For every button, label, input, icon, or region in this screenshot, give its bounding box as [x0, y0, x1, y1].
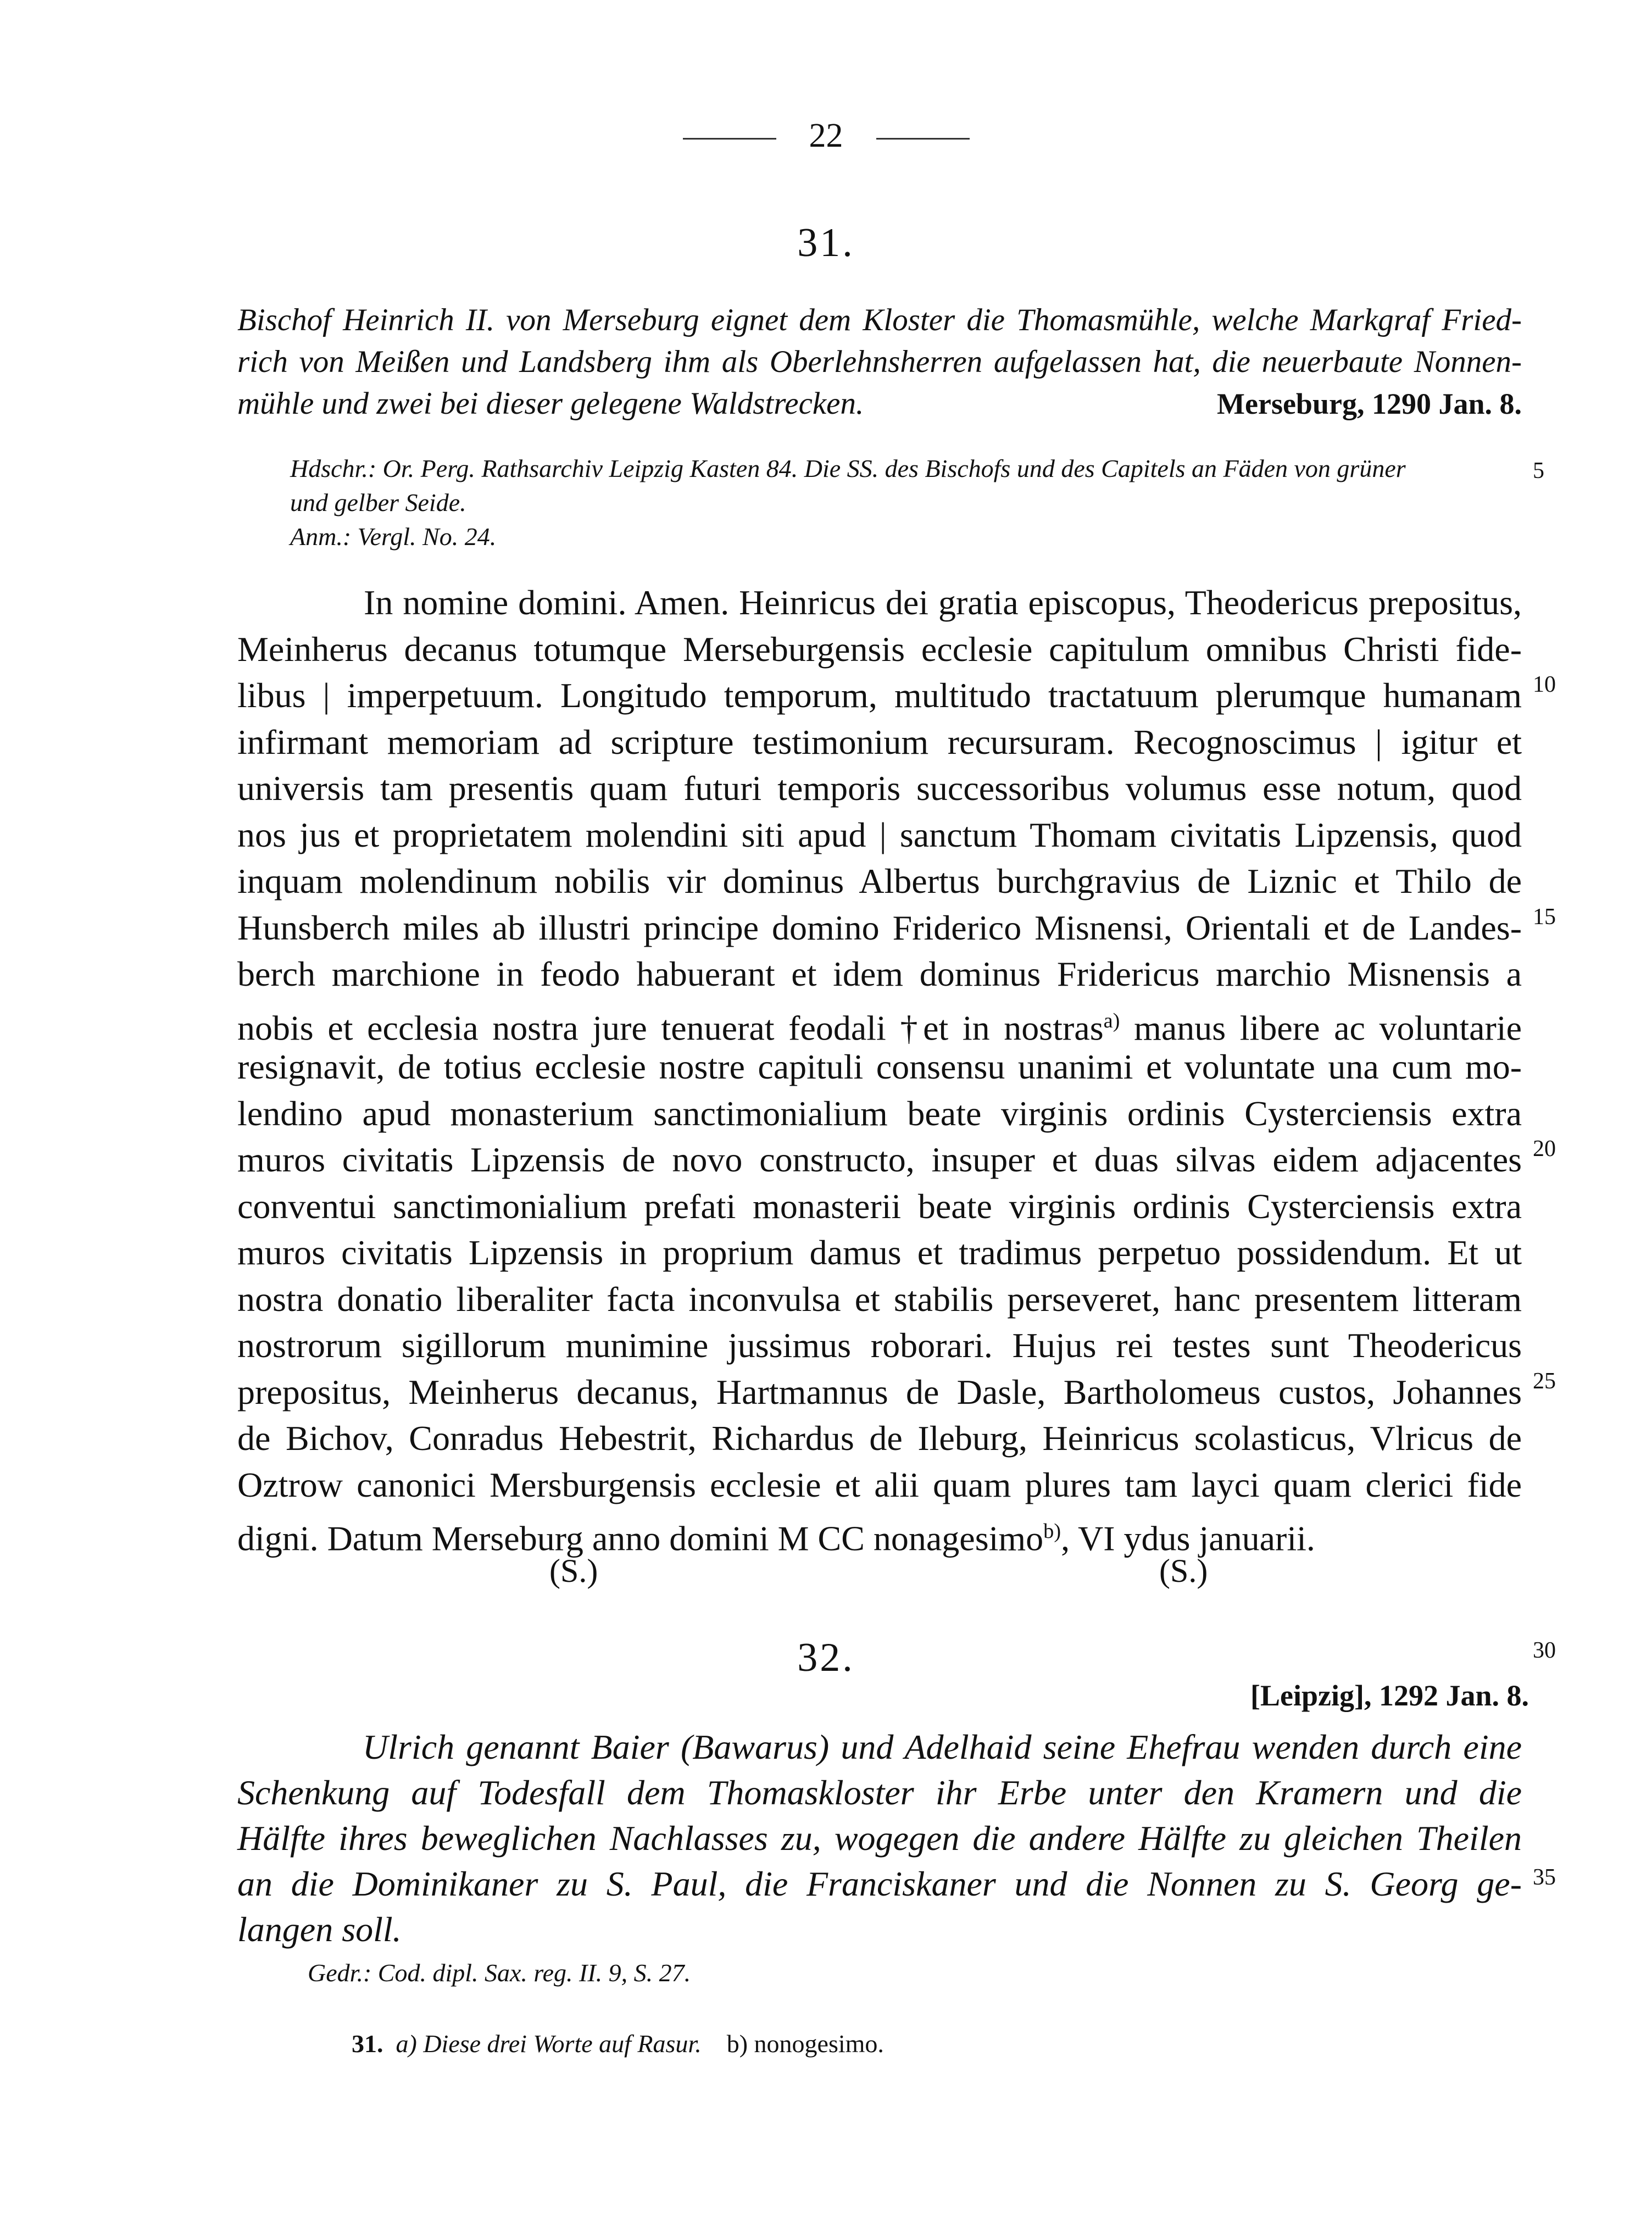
header-rule-left: [683, 138, 776, 140]
regest-line: rich von Meißen und Landsberg ihm als Oberlehnsherren aufgelassen hat, die neuerbaute Nonnen-: [237, 344, 1522, 379]
header-rule-right: [876, 138, 970, 140]
entry-31-notes: [290, 452, 1554, 554]
text-line: resignavit, de totius ecclesie nostre capituli consensu unanimi et voluntate una cum mo-: [237, 1047, 1522, 1086]
footnote-ref: 31.: [352, 2030, 383, 2058]
text-line: berch marchione in feodo habuerant et idem dominus Fridericus marchio Misnensis a: [237, 954, 1522, 993]
text-line: Hunsberch miles ab illustri principe domino Friderico Misnensi, Orientali et de Landes-: [237, 908, 1522, 947]
page-header: [0, 116, 1652, 155]
line-number: 15: [1533, 904, 1556, 930]
text-line: de Bichov, Conradus Hebestrit, Richardus de Ileburg, Heinricus scolasticus, Vlricus de: [237, 1419, 1522, 1458]
text-line: Oztrow canonici Mersburgensis ecclesie et alii quam plures tam layci quam clerici fide: [237, 1465, 1522, 1504]
text-line: inquam molendinum nobilis vir dominus Albertus burchgravius de Liznic et Thilo de: [237, 862, 1522, 901]
text-segment: nobis et ecclesia nostra jure tenuerat feodali †et in nostras: [237, 1008, 1104, 1047]
line-number: 25: [1533, 1369, 1556, 1394]
line-number: 10: [1533, 672, 1556, 697]
text-line-with-footnote-a: [237, 998, 1522, 1047]
text-line: lendino apud monasterium sanctimonialium beate virginis ordinis Cysterciensis extra: [237, 1093, 1522, 1133]
entry-31-text: [237, 580, 1522, 1558]
page-number: 22: [809, 117, 843, 154]
entry-32-notes: [308, 1956, 1571, 1990]
footnote-b: b) nonogesimo.: [726, 2030, 884, 2058]
note-line: Anm.: Vergl. No. 24.: [290, 523, 497, 551]
footnote-a-marker: a): [1103, 1009, 1120, 1032]
text-line: muros civitatis Lipzensis de novo constructo, insuper et duas silvas eidem adjacentes: [237, 1140, 1522, 1179]
line-number: 20: [1533, 1136, 1556, 1162]
line-number: 5: [1533, 458, 1544, 484]
text-segment: , VI ydus januarii.: [1061, 1519, 1315, 1558]
text-line: In nomine domini. Amen. Heinricus dei gratia episcopus, Theodericus prepositus,: [364, 583, 1522, 622]
text-line: nostra donatio liberaliter facta inconvulsa et stabilis perseveret, hanc presentem litteram: [237, 1279, 1522, 1319]
seal-right: (S.): [1159, 1553, 1208, 1589]
text-line: nostrorum sigillorum munimine jussimus roborari. Hujus rei testes sunt Theodericus: [237, 1326, 1522, 1365]
line-number: 35: [1533, 1865, 1556, 1890]
footnote-a: a) Diese drei Worte auf Rasur.: [396, 2030, 702, 2058]
text-line: universis tam presentis quam futuri temporis successoribus volumus esse notum, quod: [237, 769, 1522, 808]
entry-31-regest: [237, 299, 1522, 425]
text-line: infirmant memoriam ad scripture testimonium recursuram. Recognoscimus | igitur et: [237, 722, 1522, 762]
regest-line-with-dateline: [237, 383, 1522, 425]
regest-line: Ulrich genannt Baier (Bawarus) und Adelhaid seine Ehefrau wenden durch eine: [363, 1727, 1522, 1766]
regest-line: mühle und zwei bei dieser gelegene Waldstrecken.: [237, 386, 864, 421]
note-line: und gelber Seide.: [290, 488, 466, 516]
regest-line: Schenkung auf Todesfall dem Thomaskloster ihr Erbe unter den Kramern und die: [237, 1773, 1522, 1812]
footnotes: [352, 2029, 884, 2058]
footnote-b-marker: b): [1043, 1520, 1061, 1543]
regest-line: langen soll.: [237, 1910, 402, 1949]
entry-31-dateline: Merseburg, 1290 Jan. 8.: [1217, 387, 1522, 420]
entry-32-dateline: [Leipzig], 1292 Jan. 8.: [1250, 1679, 1529, 1712]
text-line: conventui sanctimonialium prefati monasterii beate virginis ordinis Cysterciensis extra: [237, 1186, 1522, 1226]
note-line: Gedr.: Cod. dipl. Sax. reg. II. 9, S. 27.: [308, 1959, 691, 1987]
entry-32-regest: [237, 1724, 1522, 1952]
text-segment: digni. Datum Merseburg anno domini M CC nonagesimo: [237, 1519, 1044, 1558]
entry-32-number: 32.: [797, 1635, 855, 1680]
note-line: Hdschr.: Or. Perg. Rathsarchiv Leipzig Kasten 84. Die SS. des Bischofs und des Capitels an Fäden von grüner: [290, 454, 1406, 482]
text-line-with-footnote-b: [237, 1508, 1522, 1558]
text-line: nos jus et proprietatem molendini siti apud | sanctum Thomam civitatis Lipzensis, quod: [237, 815, 1522, 854]
seal-left: (S.): [549, 1553, 598, 1589]
line-number: 30: [1533, 1638, 1556, 1663]
regest-line: Hälfte ihres beweglichen Nachlasses zu, wogegen die andere Hälfte zu gleichen Theilen: [237, 1819, 1522, 1858]
entry-31-number: 31.: [797, 220, 855, 265]
text-segment: manus libere ac voluntarie: [1120, 1008, 1522, 1047]
text-line: Meinherus decanus totumque Merseburgensis ecclesie capitulum omnibus Christi fide-: [237, 629, 1522, 669]
text-line: prepositus, Meinherus decanus, Hartmannus de Dasle, Bartholomeus custos, Johannes: [237, 1372, 1522, 1411]
text-line: libus | imperpetuum. Longitudo temporum, multitudo tractatuum plerumque humanam: [237, 676, 1522, 715]
regest-line: Bischof Heinrich II. von Merseburg eignet dem Kloster die Thomasmühle, welche Markgraf Fried-: [237, 303, 1522, 337]
regest-line: an die Dominikaner zu S. Paul, die Franciskaner und die Nonnen zu S. Georg ge-: [237, 1864, 1522, 1903]
text-line: muros civitatis Lipzensis in proprium damus et tradimus perpetuo possidendum. Et ut: [237, 1233, 1522, 1272]
